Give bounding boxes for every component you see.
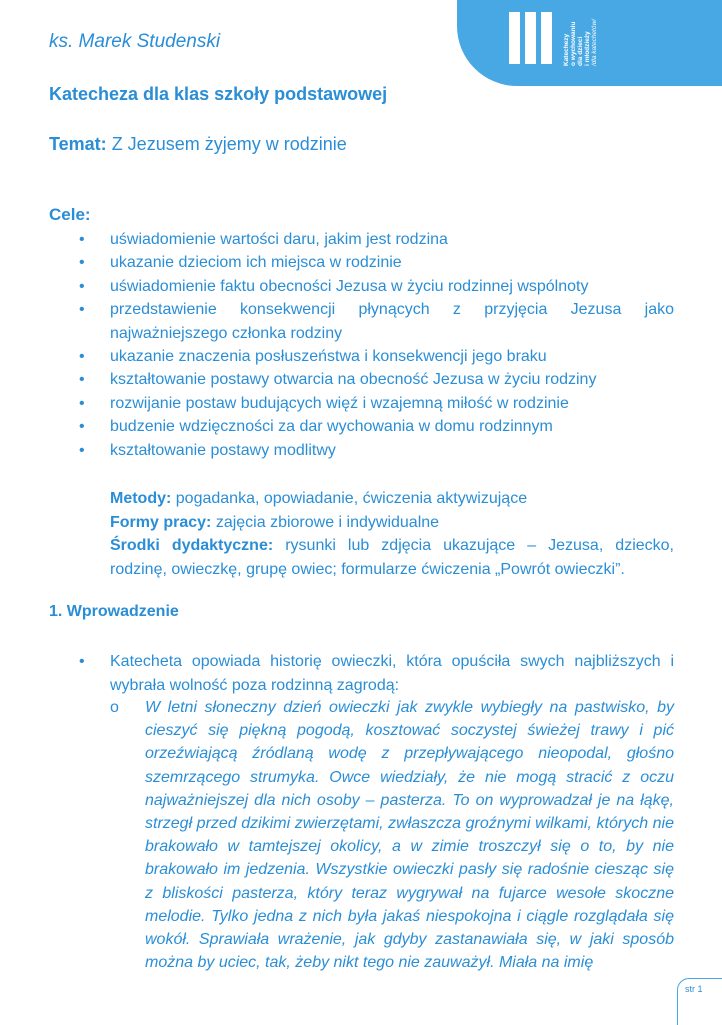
list-item: • ukazanie znaczenia posłuszeństwa i konsekwencji jego braku: [79, 345, 674, 368]
list-item: • kształtowanie postawy modlitwy: [79, 439, 674, 462]
list-item: • uświadomienie wartości daru, jakim jest rodzina: [79, 228, 674, 251]
story-marker: o: [110, 699, 119, 716]
list-item: • budzenie wdzięczności za dar wychowania w domu rodzinnym: [79, 415, 674, 438]
topic-label: Temat:: [49, 134, 107, 154]
list-item: • kształtowanie postawy otwarcia na obecność Jezusa w życiu rodziny: [79, 368, 674, 391]
methods-value: pogadanka, opowiadanie, ćwiczenia aktywizujące: [171, 490, 528, 507]
goals-label: Cele:: [49, 205, 91, 224]
goals-list: [79, 228, 674, 462]
series-line: i młodzieży: [584, 31, 591, 66]
list-item: • ukazanie dzieciom ich miejsca w rodzinie: [79, 251, 674, 274]
logo-bar: [525, 12, 536, 64]
resources: [110, 534, 674, 581]
logo-bar: [541, 12, 552, 64]
story-text: W letni słoneczny dzień owieczki jak zwykle wybiegły na pastwisko, by cieszyć się piękną pogodą, kosztować soczystej świeżej trawy i pić orzeźwiającą źródlaną wodę z przepływającego nieopodal, głośno szemrzącego strumyka. Owce wiedziały, że nie mogą stracić z oczu najważniejszej dla nich osoby – pasterza. To on wyprowadzał je na łąkę, strzegł przed dzikimi zwierzętami, zwłaszcza groźnymi wilkami, których nie brakowało w tamtejszej okolicy, a w zimie troszczył się o to, by nie brakowało im jedzenia. Wszystkie owieczki pasły się radośnie ciesząc się z bliskości pasterza, który teraz wygrywał na fujarce wesołe skoczne melodie. Tylko jedna z nich była jakaś niespokojna i ciągle rozglądała się wokół. Sprawiała wrażenie, jak gdyby zastanawiała się, w jaki sposób można by uciec, tak, żeby nikt tego nie zauważył. Miała na imię: [145, 699, 674, 972]
resources-label: Środki dydaktyczne:: [110, 537, 274, 554]
page-number: [677, 978, 722, 1025]
header-banner: [457, 0, 722, 86]
resources-value: rysunki lub zdjęcia ukazujące – Jezusa, dziecko, rodzinę, owieczkę, grupę owiec; formularze ćwiczenia „Powrót owieczki”.: [110, 537, 674, 578]
forms-value: zajęcia zbiorowe i indywidualne: [211, 513, 440, 531]
author: ks. Marek Studenski: [49, 31, 221, 52]
forms: [110, 511, 674, 535]
document-subtitle: Katecheza dla klas szkoły podstawowej: [49, 84, 388, 104]
series-line: dla dzieci: [577, 36, 584, 66]
list-item: • uświadomienie faktu obecności Jezusa w życiu rodzinnej wspólnoty: [79, 275, 674, 298]
methods-label: Metody:: [110, 490, 172, 507]
list-item: • rozwijanie postaw budujących więź i wzajemną miłość w rodzinie: [79, 392, 674, 415]
series-line: /dla katechetów/: [591, 19, 598, 66]
lesson-meta: [110, 487, 674, 581]
list-item: • przedstawienie konsekwencji płynących z przyjęcia Jezusa jako najważniejszego członka rodziny: [79, 298, 674, 345]
series-title: [563, 14, 623, 66]
series-line: Katechezy: [563, 33, 570, 66]
series-line: o wychowaniu: [570, 21, 577, 66]
forms-label: Formy pracy:: [110, 513, 212, 531]
intro: [79, 650, 674, 697]
topic: [49, 134, 347, 155]
methods: [110, 487, 674, 511]
topic-value: Z Jezusem żyjemy w rodzinie: [106, 134, 347, 154]
logo-bar: [509, 12, 520, 64]
section-heading: 1. Wprowadzenie: [49, 603, 179, 620]
page-number-label: str 1: [685, 984, 703, 994]
intro-lead: • Katecheta opowiada historię owieczki, która opuściła swych najbliższych i wybrała wolność poza rodzinną zagrodą:: [79, 650, 674, 697]
story: [110, 696, 674, 974]
